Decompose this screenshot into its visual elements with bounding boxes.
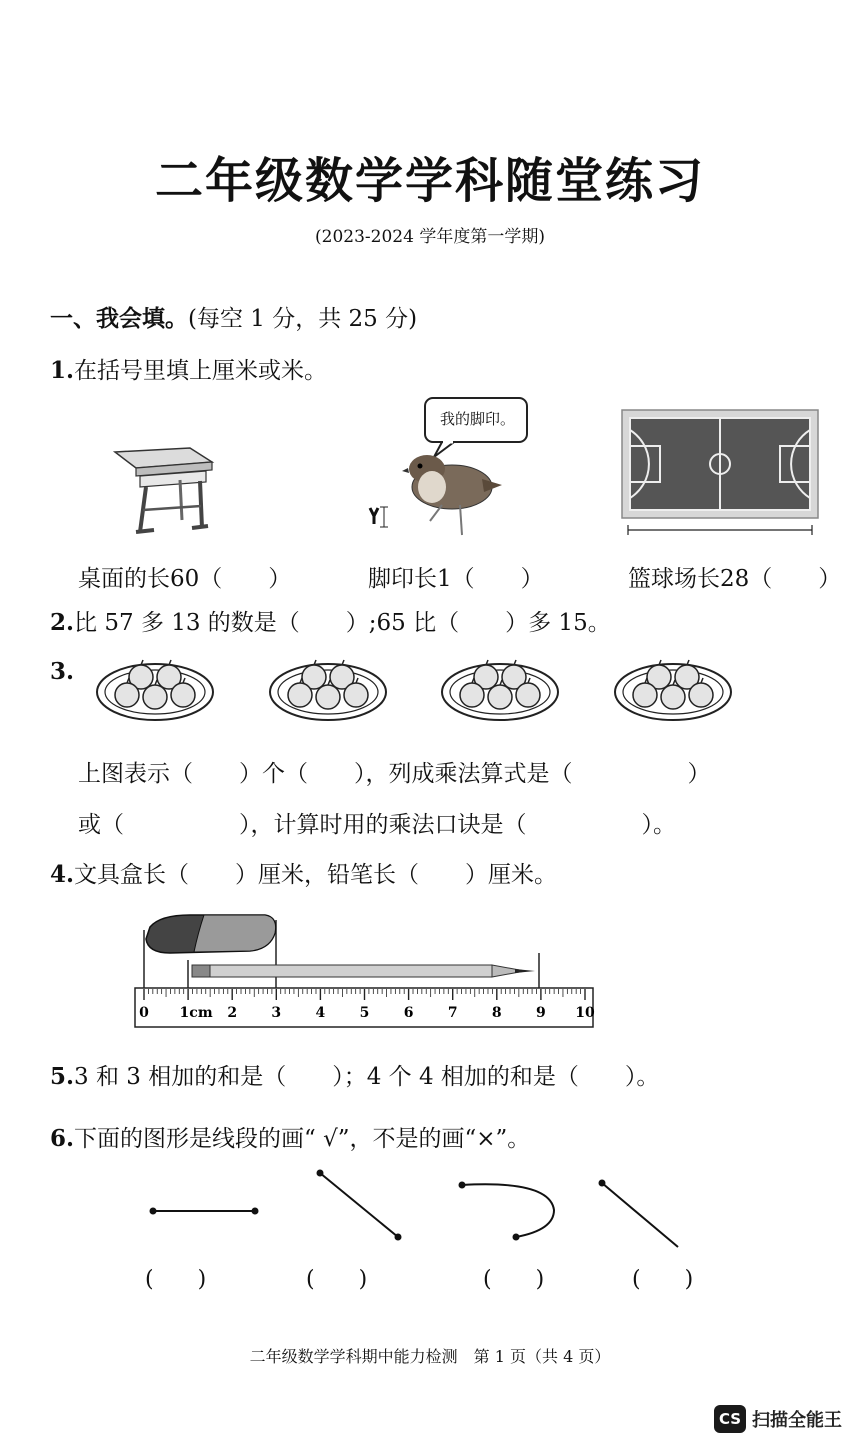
camscanner-logo-icon: CS [714, 1405, 746, 1433]
apple-plates [95, 655, 745, 730]
apple-plate [442, 660, 558, 720]
figure-segment-diagonal [317, 1170, 402, 1241]
ruler-tick-label: 7 [447, 1005, 458, 1021]
question-number: 6. [50, 1125, 75, 1152]
question-number: 1. [50, 357, 75, 384]
question-5 [50, 1058, 659, 1091]
apple-plate [270, 660, 386, 720]
answer-blank-1[interactable]: ( ) [145, 1267, 207, 1292]
apple-icon [171, 683, 195, 707]
ruler-tick-label: 8 [491, 1005, 502, 1021]
apple-icon [316, 685, 340, 709]
question-text: 3 和 3 相加的和是（ ）；4 个 4 相加的和是（ ）。 [74, 1064, 660, 1090]
section-label: 一、我会填。 [50, 306, 188, 332]
question-4 [50, 856, 557, 889]
apple-icon [516, 683, 540, 707]
ruler-tick-label: 1cm [179, 1005, 213, 1021]
apple-icon [689, 683, 713, 707]
question-text: 下面的图形是线段的画“ √”，不是的画“×”。 [74, 1126, 531, 1152]
basketball-court-illustration [620, 408, 820, 538]
ruler-tick-label: 10 [575, 1005, 595, 1021]
apple-icon [633, 683, 657, 707]
question-number: 2. [50, 609, 75, 636]
ruler-tick-label: 9 [536, 1005, 546, 1021]
question-6 [50, 1120, 530, 1153]
ruler-tick-label: 5 [359, 1005, 370, 1021]
caption-desk: 桌面的长60（ ） [78, 566, 292, 592]
question-3-number: 3. [50, 658, 75, 685]
apple-icon [460, 683, 484, 707]
ruler-tick-label: 4 [315, 1005, 326, 1021]
apple-plate [97, 660, 213, 720]
desk-illustration [110, 440, 220, 540]
answer-blank-2[interactable]: ( ) [306, 1267, 368, 1292]
watermark-text: 扫描全能王 [752, 1410, 842, 1431]
figure-ray [599, 1180, 679, 1248]
ruler-tick-label: 3 [271, 1005, 282, 1021]
ruler-tick-label: 6 [403, 1005, 414, 1021]
page-footer: 二年级数学学科期中能力检测 第 1 页（共 4 页） [249, 1347, 611, 1366]
eraser-icon [146, 915, 276, 953]
answer-blank-3[interactable]: ( ) [483, 1267, 545, 1292]
apple-icon [288, 683, 312, 707]
apple-icon [344, 683, 368, 707]
figure-curve [459, 1182, 555, 1241]
page-subtitle: (2023-2024 学年度第一学期) [315, 227, 545, 247]
question-3-line-2: 或（ ），计算时用的乘法口诀是（ ）。 [78, 812, 676, 838]
question-number: 5. [50, 1063, 75, 1090]
apple-icon [143, 685, 167, 709]
question-3-line-1: 上图表示（ ）个（ ），列成乘法算式是（ ） [78, 761, 711, 787]
ruler-tick-label: 0 [139, 1005, 149, 1021]
page-title: 二年级数学学科随堂练习 [154, 153, 705, 209]
apple-icon [115, 683, 139, 707]
pencil-icon [192, 965, 535, 977]
question-number: 4. [50, 861, 75, 888]
question-1 [50, 352, 327, 385]
question-2 [50, 604, 611, 637]
segment-figures [140, 1165, 700, 1255]
scanner-watermark [714, 1405, 842, 1433]
apple-plate [615, 660, 731, 720]
figure-segment-horizontal [150, 1208, 259, 1215]
answer-blank-4[interactable]: ( ) [632, 1267, 694, 1292]
question-text: 比 57 多 13 的数是（ ）;65 比（ ）多 15。 [74, 610, 611, 636]
ruler-tick-label: 2 [227, 1005, 238, 1021]
apple-icon [488, 685, 512, 709]
section-heading [50, 300, 417, 333]
section-note: (每空 1 分，共 25 分) [188, 306, 418, 332]
caption-court: 篮球场长28（ ） [628, 566, 842, 592]
caption-footprint: 脚印长1（ ） [368, 566, 544, 592]
apple-icon [661, 685, 685, 709]
ruler-figure [130, 905, 600, 1030]
speech-bubble-text: 我的脚印。 [440, 410, 516, 428]
question-text: 文具盒长（ ）厘米，铅笔长（ ）厘米。 [74, 862, 558, 888]
question-text: 在括号里填上厘米或米。 [74, 358, 328, 384]
